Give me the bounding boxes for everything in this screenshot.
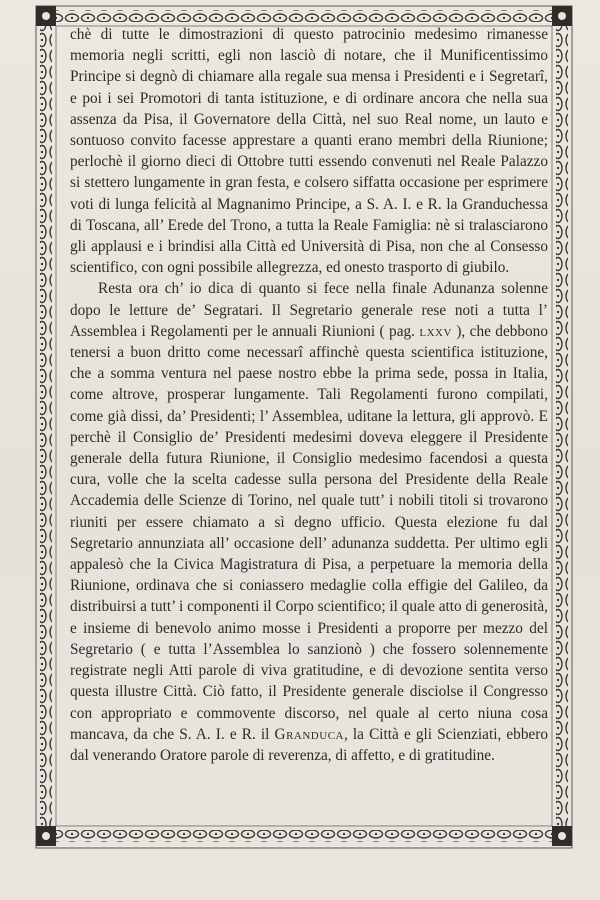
page-text [70,24,548,824]
paragraph-2-text-after: , la Città e gli Scienziati, ebbero dal venerando Oratore parole di reverenza, di affetto, e di gratitudine. [70,725,549,764]
paragraph-2-text-middle: ), che debbono tenersi a buon dritto come necessarî affinchè questa scientifica istituzione, che a somma ventura nel paese nostro ebbe la prima sede, possa in Italia, come altrove, prosperar lungamente. Tali Regolamenti furono compilati, come già dissi, da’ Presidenti; l’ Assemblea, uditane la lettura, gli approvò. E perchè il Consiglio de’ Presidenti medesimi doveva eleggere il Presidente generale della futura Riunione, il Consiglio medesimo facendosi a questa cura, volle che la scelta cadesse sulla persona del Presidente della Reale Accademia delle Scienze di Torino, nel quale tutt’ i nobili titoli si trovarono riuniti per essere chiamato a sì degno ufficio. Questa elezione fu dal Segretario annunziata all’ occasione dell’ adunanza suddetta. Per ultimo egli appalesò che la Civica Magistratura di Pisa, a perpetuare la memoria della Riunione, ordinava che si coniassero medaglie colla effigie del Galileo, da distribuirsi a tutt’ i componenti il Corpo scientifico; il quale atto di generosità, e insieme di benevolo animo mosse i Presidenti a proporre per mezzo del Segretario ( e tutta l’Assemblea lo sanzionò ) che fossero solennemente registrate negli Atti parole di viva gratitudine, e di devozione sentita verso questa illustre Città. Ciò fatto, il Presidente generale disciolse il Congresso con appropriato e commovente discorso, nel quale al certo niuna cosa mancava, da che S. A. I. e R. il [70,322,548,743]
granduca-title: Granduca [274,725,344,743]
page-reference: lxxv [419,322,452,340]
paragraph-1: chè di tutte le dimostrazioni di questo patrocinio medesimo rimanesse memoria negli scritti, egli non lasciò di notare, che il Munificentissimo Principe si degnò di chiamare alla regale sua mensa i Presidenti e i Segretarî, e poi i sei Promotori di tanta istituzione, e di ordinare ancora che nella sua assenza da Pisa, il Governatore della Città, nel suo Real nome, un lauto e sontuoso convito facesse apprestare a quanti erano membri della Riunione; perlochè il giorno dieci di Ottobre tutti essendo convenuti nel Reale Palazzo si stettero lungamente in gran festa, e colsero siffatta occasione per esprimere voti di lunga felicità al Magnanimo Principe, a S. A. I. e R. la Granduchessa di Toscana, all’ Erede del Trono, a tutta la Reale Famiglia: nè si tralasciarono gli applausi e i brindisi alla Città ed Università di Pisa, non che al Consesso scientifico, con ogni possibile allegrezza, ed onesto trasporto di giubilo. [70,26,548,277]
paragraph-2 [70,278,548,766]
paragraph-2-text-before: Resta ora ch’ io dica di quanto si fece nella finale Adunanza solenne dopo le letture de’ Segratari. Il Segretario generale rese noti a tutta l’ Assemblea i Regolamenti per le annuali Riunioni ( pag. [70,280,548,340]
